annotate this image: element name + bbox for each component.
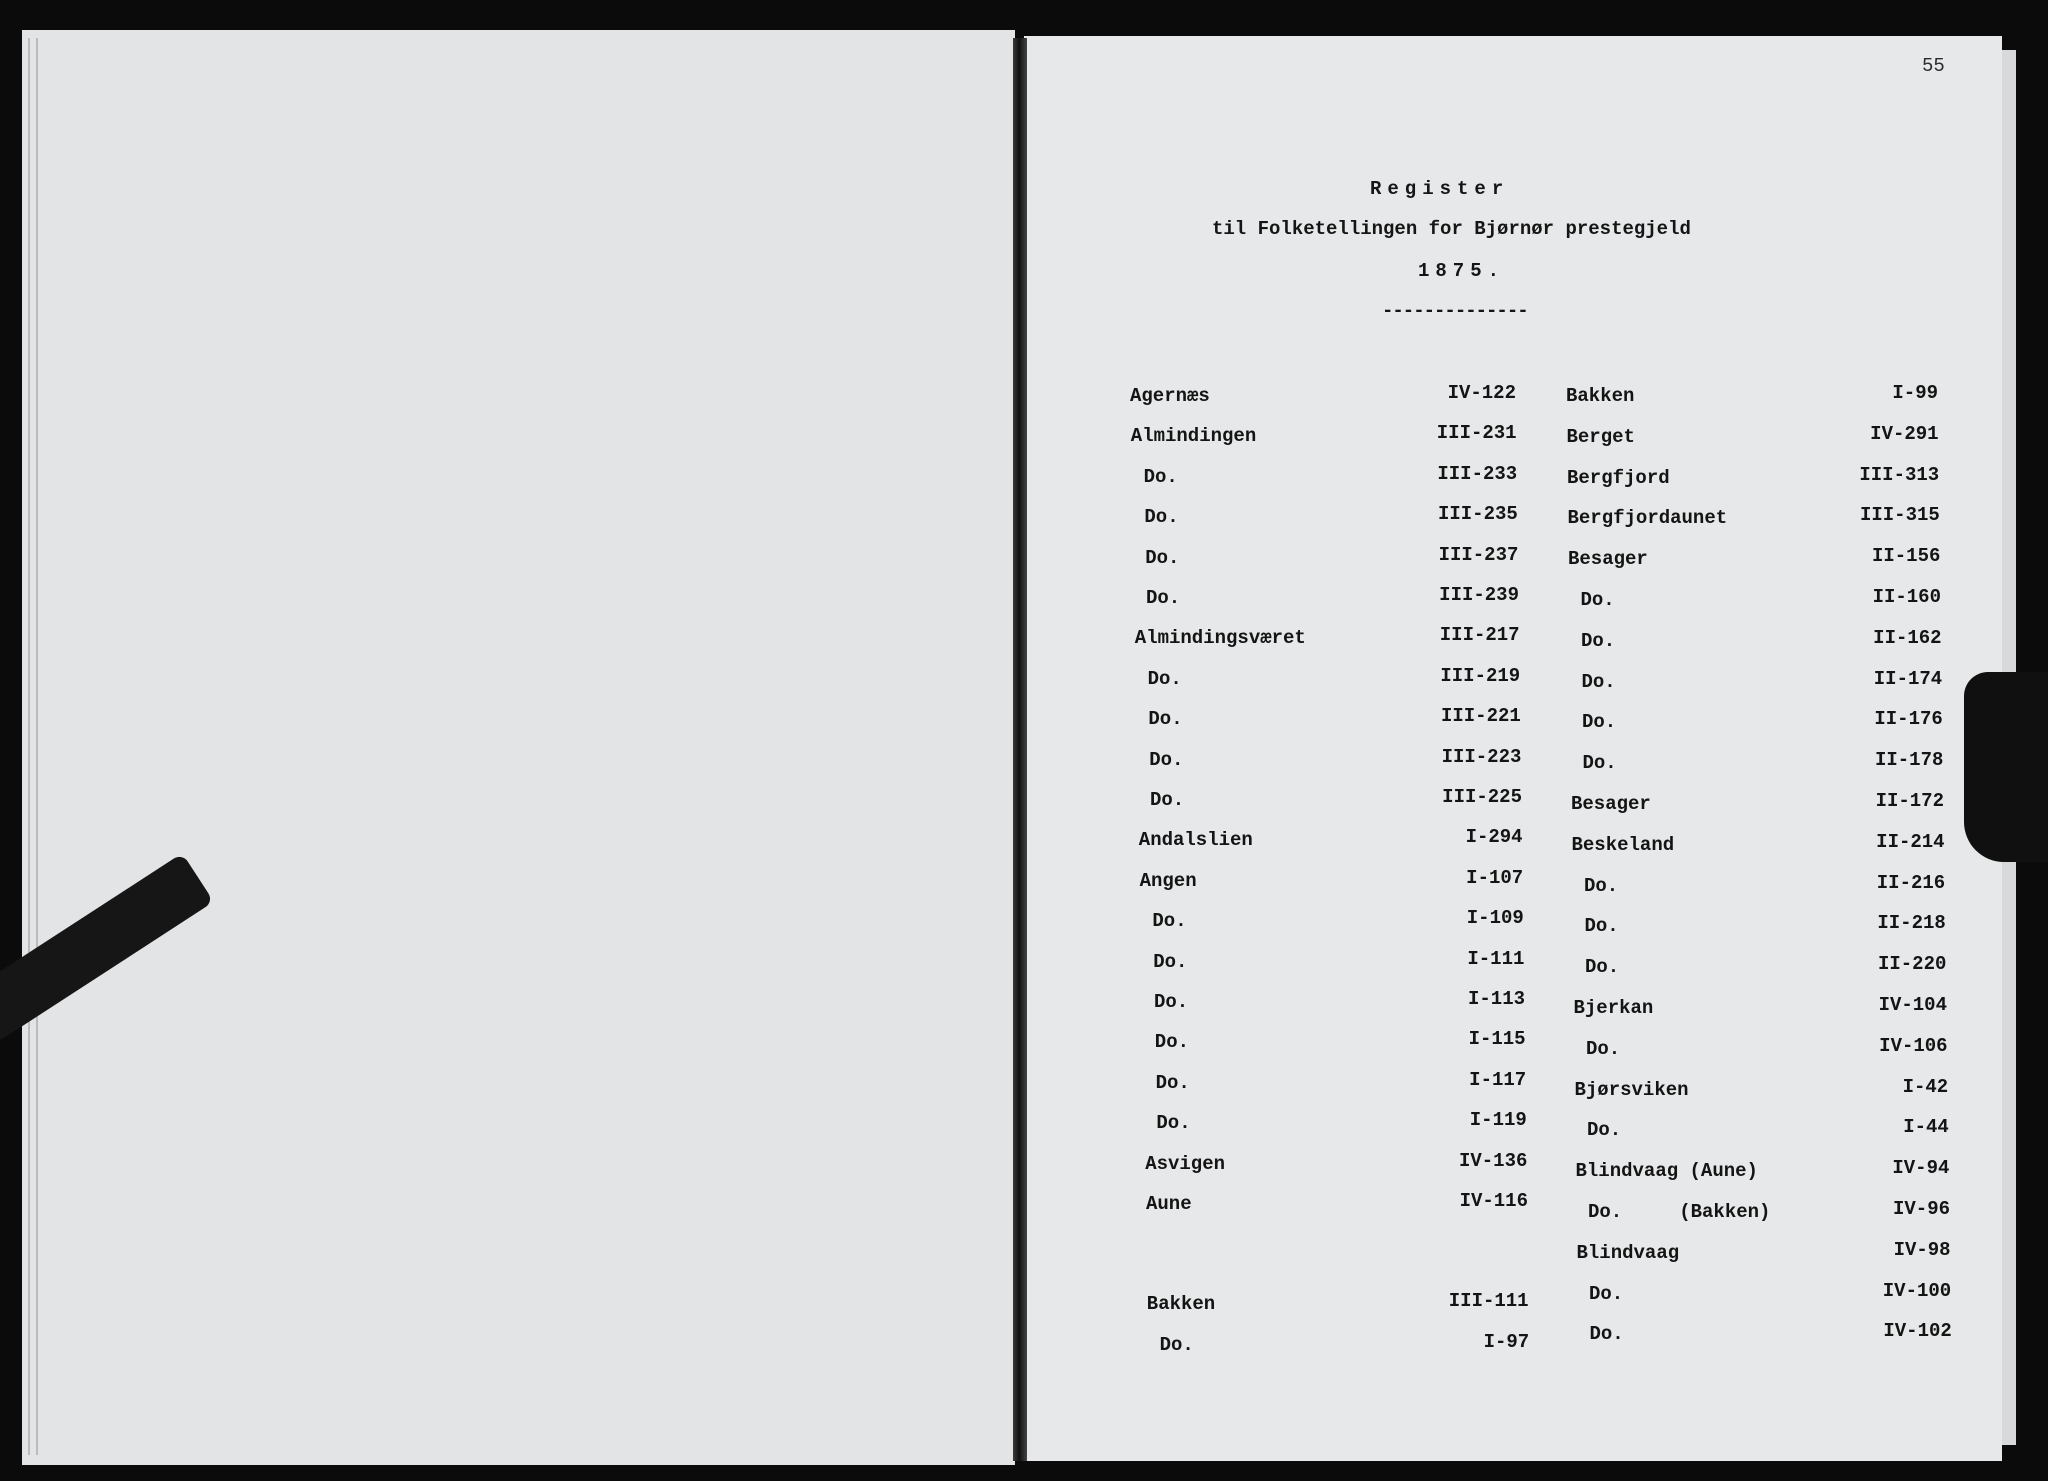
left-entry-reference: I-113	[1467, 988, 1525, 1010]
left-entry-reference: I-119	[1469, 1109, 1527, 1132]
register-year: 1875.	[1418, 260, 1506, 282]
right-entry-reference: I-99	[1892, 382, 1938, 404]
right-entry-reference: II-178	[1874, 749, 1944, 772]
right-entry-place: Do.	[1584, 874, 1619, 897]
left-entry-reference: III-111	[1448, 1290, 1529, 1313]
left-entry-place: Do.	[1150, 789, 1185, 811]
left-entry-place: Bakken	[1146, 1293, 1216, 1316]
left-entry-place: Do.	[1153, 950, 1188, 973]
left-entry-reference: I-97	[1483, 1330, 1530, 1353]
left-entry-reference: III-223	[1441, 745, 1522, 768]
right-entry-place: Blindvaag	[1576, 1241, 1680, 1264]
left-entry-place: Do.	[1144, 506, 1179, 529]
right-entry-reference: IV-100	[1882, 1279, 1952, 1302]
page-tab-shadow	[1964, 672, 2048, 862]
right-entry-place: Blindvaag (Aune)	[1575, 1160, 1758, 1183]
right-entry-reference: IV-106	[1879, 1034, 1948, 1057]
right-entry-place: Do.	[1582, 711, 1617, 734]
left-entry-place: Almindingen	[1130, 425, 1257, 448]
left-entry-reference: III-217	[1439, 624, 1520, 647]
right-entry-place: Do.	[1589, 1282, 1624, 1305]
right-entry-place: Do.	[1581, 629, 1616, 652]
right-entry-place: Besager	[1571, 793, 1651, 815]
right-entry-reference: II-172	[1875, 790, 1944, 812]
left-entry-reference: I-109	[1466, 907, 1524, 930]
right-entry-reference: II-156	[1871, 545, 1941, 568]
right-entry-place: Besager	[1568, 548, 1648, 571]
left-entry-reference: IV-122	[1447, 382, 1516, 404]
left-entry-reference: IV-116	[1459, 1190, 1528, 1212]
right-entry-reference: II-214	[1876, 830, 1945, 853]
right-entry-place: Do.	[1581, 670, 1616, 693]
left-entry-place: Asvigen	[1145, 1152, 1226, 1175]
left-entry-place: Do.	[1152, 910, 1187, 933]
right-entry-reference: IV-102	[1883, 1320, 1952, 1343]
left-entry-reference: IV-136	[1458, 1149, 1528, 1172]
right-entry-place: Bergfjord	[1567, 466, 1670, 489]
right-entry-place: Bjerkan	[1573, 997, 1654, 1019]
left-entry-reference: I-115	[1468, 1028, 1526, 1051]
book-gutter	[1013, 38, 1027, 1461]
page-stack-edge	[28, 38, 30, 1455]
left-entry-place: Do.	[1149, 748, 1184, 771]
right-entry-reference: III-315	[1859, 504, 1940, 527]
page-number: 55	[1922, 55, 1945, 77]
right-entry-reference: IV-96	[1892, 1198, 1950, 1220]
right-entry-reference: II-174	[1873, 667, 1943, 690]
left-entry-place: Do.	[1147, 667, 1182, 690]
left-entry-reference: III-231	[1436, 422, 1517, 445]
left-entry-reference: III-239	[1439, 584, 1519, 606]
left-entry-reference: I-294	[1465, 826, 1523, 849]
right-entry-place: Do.	[1584, 915, 1619, 938]
right-entry-reference: IV-94	[1892, 1157, 1950, 1180]
right-entry-place: Bakken	[1566, 385, 1635, 407]
right-entry-reference: II-218	[1877, 912, 1946, 935]
left-entry-place: Do.	[1145, 546, 1180, 569]
right-entry-reference: IV-291	[1870, 422, 1939, 445]
left-entry-place: Do.	[1154, 1031, 1190, 1054]
register-subtitle: til Folketellingen for Bjørnør prestegjeld	[1212, 218, 1691, 240]
right-entry-reference: II-220	[1877, 953, 1947, 976]
right-entry-reference: II-216	[1876, 871, 1946, 894]
right-entry-reference: I-44	[1903, 1116, 1949, 1139]
left-entry-place: Agernæs	[1130, 385, 1210, 407]
left-entry-place: Almindingsværet	[1134, 627, 1306, 650]
right-entry-reference: I-42	[1902, 1075, 1949, 1098]
title-underline: --------------	[1382, 300, 1528, 322]
left-entry-reference: III-233	[1437, 462, 1518, 485]
left-entry-reference: III-221	[1440, 705, 1521, 728]
left-page-blank	[22, 30, 1015, 1465]
right-entry-reference: II-176	[1874, 708, 1943, 731]
left-entry-reference: I-107	[1466, 866, 1524, 889]
left-entry-reference: III-237	[1438, 543, 1519, 566]
right-entry-reference: II-160	[1872, 586, 1941, 608]
left-entry-place: Do.	[1156, 1112, 1191, 1135]
left-entry-place: Angen	[1139, 869, 1197, 892]
right-entry-place: Do.	[1589, 1323, 1624, 1346]
right-entry-place: Bjørsviken	[1574, 1078, 1689, 1101]
right-entry-reference: III-313	[1859, 463, 1940, 486]
right-entry-place: Beskeland	[1571, 833, 1675, 856]
left-entry-reference: III-235	[1437, 503, 1518, 526]
right-entry-reference: IV-98	[1893, 1238, 1951, 1261]
page-stack-edge	[36, 38, 38, 1455]
right-entry-place: Do.	[1586, 1037, 1621, 1060]
right-entry-place: Do.	[1582, 752, 1617, 775]
left-entry-place: Aune	[1146, 1193, 1192, 1215]
right-entry-place: Do.	[1587, 1119, 1622, 1142]
right-entry-reference: II-162	[1873, 626, 1942, 649]
right-entry-reference: IV-104	[1878, 994, 1947, 1016]
left-entry-reference: I-111	[1467, 947, 1525, 970]
left-entry-place: Do.	[1159, 1333, 1194, 1356]
right-entry-place: Do.	[1585, 956, 1620, 979]
register-title: Register	[1370, 178, 1510, 200]
left-entry-reference: III-219	[1440, 664, 1521, 687]
left-entry-reference: III-225	[1442, 786, 1522, 808]
left-entry-place: Do.	[1143, 465, 1178, 488]
right-entry-place: Bergfjordaunet	[1567, 507, 1728, 530]
right-entry-place: Do.	[1580, 589, 1615, 611]
left-entry-place: Do.	[1148, 708, 1183, 731]
left-entry-place: Andalslien	[1138, 829, 1253, 852]
right-entry-place: Berget	[1566, 425, 1635, 448]
left-entry-reference: I-117	[1469, 1068, 1527, 1091]
right-entry-place: Do. (Bakken)	[1588, 1201, 1771, 1223]
left-entry-place: Do.	[1155, 1071, 1190, 1094]
left-entry-place: Do.	[1146, 587, 1181, 609]
left-entry-place: Do.	[1154, 991, 1189, 1013]
